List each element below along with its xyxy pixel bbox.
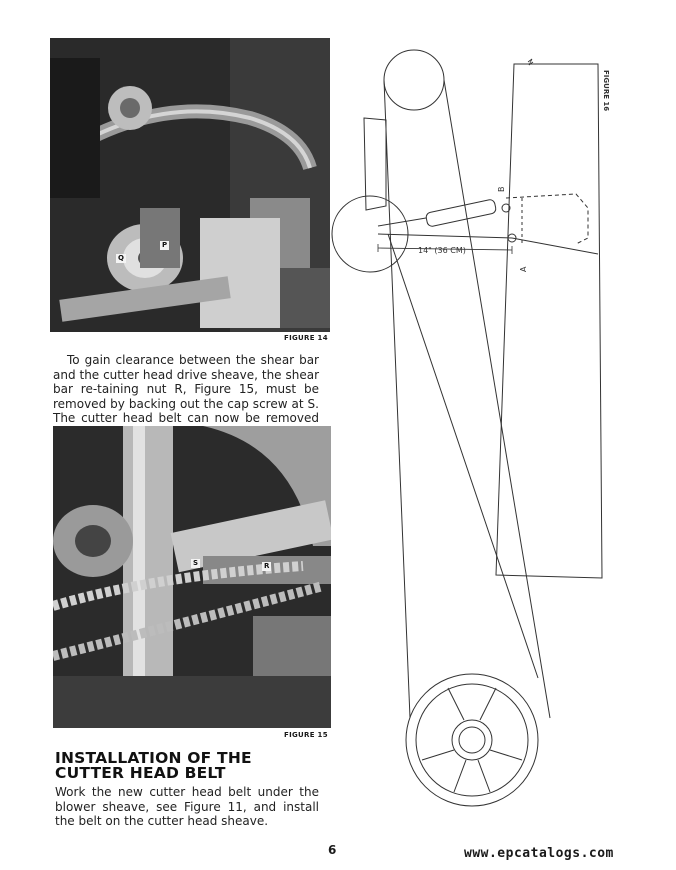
label-b: B: [497, 186, 506, 192]
figure-16-diagram: [326, 38, 646, 838]
upper-sheave: [384, 50, 444, 110]
label-a: A: [519, 266, 528, 272]
figure-15-image: [53, 426, 331, 728]
figure-15-caption: FIGURE 15: [284, 731, 328, 739]
figure-15-label-s: S: [193, 559, 199, 567]
figure-14-caption: FIGURE 14: [284, 334, 328, 342]
belt-diagonal-run: [388, 234, 538, 678]
frame-outline: [496, 64, 602, 578]
figure-16-caption: FIGURE 16: [602, 70, 610, 112]
section-heading-line-2: CUTTER HEAD BELT: [55, 764, 226, 782]
belt-right-run: [444, 80, 550, 718]
adjuster-cylinder: [425, 199, 496, 227]
section-heading: [55, 751, 252, 781]
footer-url[interactable]: www.epcatalogs.com: [464, 846, 614, 861]
lower-sheave-hub: [452, 720, 492, 760]
figure-14-label-p: P: [162, 241, 168, 249]
figure-15-label-r: R: [264, 562, 270, 570]
figure-14-image: [50, 38, 330, 332]
section-heading-line-1: INSTALLATION OF THE: [55, 749, 252, 767]
lower-sheave: [406, 674, 538, 806]
figure-14-photo: [50, 38, 330, 332]
page-number: 6: [328, 843, 337, 857]
body-paragraph-installation: Work the new cutter head belt under the blower sheave, see Figure 11, and install the belt on the cutter head sheave.: [55, 785, 319, 828]
figure-15-photo: [53, 426, 331, 728]
belt-left-run: [384, 80, 410, 718]
dimension-label: 14" (36 CM): [418, 246, 466, 255]
figure-14-label-q: Q: [118, 254, 124, 262]
body-paragraph-shear-bar: To gain clearance between the shear bar and the cutter head drive sheave, the shear bar re-taining nut R, Figure 15, must be removed by backing out the cap screw at S. The cutter head belt can now be removed: [53, 353, 319, 425]
